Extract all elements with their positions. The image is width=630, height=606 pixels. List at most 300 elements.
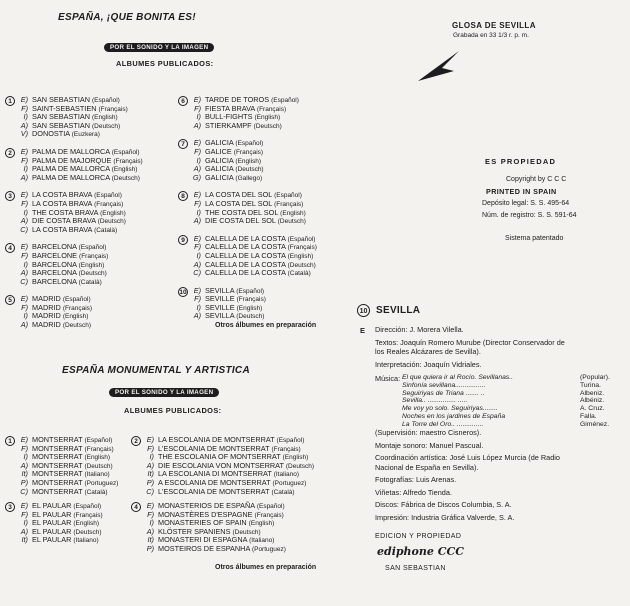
language-code: F)	[21, 198, 28, 208]
musica-row	[402, 397, 630, 405]
musica-author: Turina.	[580, 381, 601, 389]
album-name: L'ESCOLANIA DE MONTSERRAT	[158, 443, 272, 453]
musica-title: Me voy yo solo. Seguiriyas........	[402, 405, 498, 413]
album-name: THE ESCOLANIA OF MONTSERRAT	[158, 452, 283, 462]
otros-albumes-note: Otros álbumes en preparación	[215, 322, 317, 329]
album-name: SAN SEBASTIAN	[32, 95, 93, 104]
language-name: (Español)	[235, 140, 264, 148]
musica-title: Sinfonía sevillana................	[402, 381, 486, 389]
language-name: (Deutsch)	[277, 218, 306, 226]
musica-title: Seguiriyas de Triana ....... ..	[402, 389, 485, 397]
musica-author: Falla.	[580, 412, 597, 420]
language-code: E)	[146, 501, 154, 510]
album-line	[190, 217, 306, 226]
language-code: E)	[20, 435, 28, 444]
musica-author: A. Cruz.	[580, 405, 605, 413]
language-code: E)	[20, 146, 28, 156]
language-code: F)	[194, 242, 201, 252]
album-name: MONASTÈRES D'ESPAGNE	[158, 509, 255, 519]
language-name: (Español)	[236, 287, 265, 295]
copyright-line: Copyright by C C C	[506, 176, 567, 183]
language-name: (Deutsch)	[232, 528, 261, 536]
album-name: GALICIA	[205, 138, 236, 148]
language-code: E)	[146, 435, 154, 444]
language-code: F)	[194, 146, 201, 156]
musica-row	[402, 405, 630, 413]
language-code: F)	[21, 509, 28, 519]
album-group	[178, 287, 317, 321]
album-name: THE COSTA DEL SOL	[205, 207, 281, 217]
album-lines	[17, 295, 92, 329]
album-lines	[190, 139, 264, 182]
album-number-badge: 8	[178, 191, 188, 201]
credit-impresion: Impresión: Industria Gráfica Valverde, S. A.	[375, 512, 515, 522]
language-name: (Español)	[73, 503, 102, 510]
album-lines	[17, 96, 128, 139]
language-code: E)	[20, 190, 28, 200]
recording-speed: Grabada en 33 1/3 r. p. m.	[453, 32, 529, 39]
language-name: (Portuguez)	[272, 479, 307, 487]
language-name: (Français)	[254, 511, 284, 519]
language-name: (English)	[111, 166, 138, 174]
es-propiedad-title: ES PROPIEDAD	[485, 157, 557, 166]
language-code: I)	[196, 112, 201, 122]
language-name: (Català)	[84, 488, 108, 496]
language-name: (Français)	[271, 445, 301, 453]
album-name: MONASTERIOS DE ESPAÑA	[158, 501, 257, 510]
language-code: F)	[194, 294, 201, 304]
album-line	[17, 488, 118, 497]
language-name: (Deutsch)	[92, 122, 121, 130]
album-number-badge: 9	[178, 235, 188, 245]
albumes-publicados-heading: ALBUMES PUBLICADOS:	[116, 59, 214, 68]
album-group-montserrat	[5, 436, 118, 496]
album-name: DONOSTIA	[32, 129, 72, 139]
album-lines	[17, 148, 143, 182]
album-name: CALELLA DE LA COSTA	[205, 268, 288, 278]
musica-author: (Popular).	[580, 374, 610, 381]
language-code: P)	[146, 477, 154, 487]
language-name: (Français)	[84, 445, 114, 453]
deposito-legal: Depósito legal: S. S. 495-64	[482, 200, 570, 207]
credit-coordinacion-line2: Nacional de España en Sevilla).	[375, 462, 479, 472]
album-number-badge: 10	[179, 288, 187, 296]
language-code: A)	[20, 268, 28, 278]
language-code: A)	[193, 216, 201, 226]
album-name: SEVILLA	[205, 285, 237, 295]
album-name: GALICIA	[205, 155, 236, 165]
album-name: STIERKAMPF	[205, 120, 254, 130]
album-name: PALMA DE MAJORQUE	[32, 155, 114, 165]
language-code: F)	[147, 509, 154, 519]
language-name: (Italiano)	[84, 471, 110, 479]
language-code: C)	[193, 268, 201, 278]
album-name: SAN SEBASTIAN	[32, 112, 93, 122]
language-name: (Deutsch)	[111, 174, 140, 182]
album-line	[17, 278, 108, 287]
language-name: (Español)	[274, 192, 302, 200]
language-name: (Español)	[78, 244, 107, 252]
musica-row	[402, 374, 630, 382]
album-number-badge: 2	[131, 436, 141, 446]
album-name: MONTSERRAT	[32, 443, 85, 453]
album-group	[5, 243, 143, 286]
musica-row	[402, 413, 630, 421]
language-name: (Français)	[256, 105, 287, 113]
album-name: EL PAULAR	[32, 526, 74, 536]
album-name: BARCELONA	[32, 242, 79, 252]
language-code: A)	[193, 164, 201, 174]
album-lines	[17, 191, 126, 234]
album-name: EL PAULAR	[32, 535, 74, 545]
album-group	[5, 502, 103, 545]
credit-interpretacion: Interpretación: Joaquín Vidriales.	[375, 359, 482, 369]
album-group	[131, 436, 314, 496]
album-name: BULL-FIGHTS	[205, 112, 255, 122]
language-name: (Italiano)	[73, 537, 99, 545]
album-title-sevilla: SEVILLA	[376, 305, 421, 316]
album-group	[178, 235, 317, 278]
album-name: SEVILLA	[205, 311, 237, 321]
language-name: (Portuguez)	[84, 479, 119, 487]
language-code: C)	[20, 486, 28, 496]
language-code: F)	[21, 250, 28, 260]
language-name: (Italiano)	[249, 537, 275, 545]
credits-block	[375, 325, 595, 369]
album-group-monasterios	[131, 502, 286, 554]
album-name: TARDE DE TOROS	[205, 95, 272, 104]
musica-list	[402, 374, 630, 429]
language-code: I)	[23, 311, 28, 321]
musica-title: El que quiera ir al Rocío. Sevillanas..	[402, 374, 514, 381]
language-name: (English)	[235, 157, 262, 165]
language-code: E)	[193, 233, 201, 243]
language-name: (Español)	[276, 437, 305, 444]
ediphone-logo: ediphone CCC	[377, 545, 464, 558]
album-name: BARCELONE	[32, 250, 80, 260]
album-group	[178, 191, 317, 225]
album-name: MONTSERRAT	[32, 486, 85, 496]
language-code: I)	[23, 207, 28, 217]
language-name: (Français)	[79, 252, 109, 260]
musica-author: Giménez.	[580, 420, 610, 428]
credit-supervision: (Supervisión: maestro Cisneros).	[375, 428, 482, 437]
language-name: (English)	[248, 520, 275, 528]
album-name: MONTSERRAT	[32, 460, 85, 470]
album-name: PALMA DE MALLORCA	[32, 172, 112, 182]
album-group	[178, 139, 317, 182]
credit-fotografias: Fotografías: Luis Arenas.	[375, 475, 457, 484]
album-name: LA ESCOLANIA DE MONTSERRAT	[158, 435, 277, 444]
album-name: EL PAULAR	[32, 501, 74, 510]
language-name: (English)	[100, 209, 126, 217]
credit-vinetas: Viñetas: Alfredo Tienda.	[375, 487, 452, 497]
language-code: It)	[21, 469, 28, 479]
album-name: MADRID	[32, 302, 63, 312]
album-line	[143, 545, 286, 554]
album-name: CALELLA DE LA COSTA	[205, 233, 288, 243]
album-name: MONASTERI DI ESPAGNA	[158, 535, 250, 545]
album-name: DIE COSTA BRAVA	[32, 216, 98, 226]
album-line	[17, 536, 103, 545]
musica-row	[402, 382, 630, 390]
album-group	[5, 148, 143, 182]
language-code: A)	[20, 172, 28, 182]
language-code: E)	[20, 501, 28, 510]
language-name: (Català)	[271, 488, 295, 496]
language-code: E)	[20, 95, 28, 104]
language-name: (Gallego)	[235, 174, 263, 182]
language-name: (English)	[254, 114, 281, 122]
credit-textos-line2: los Reales Alcázares de Sevilla).	[375, 347, 481, 356]
publisher-city: SAN SEBASTIAN	[385, 565, 446, 572]
language-name: (Français)	[113, 157, 143, 165]
language-code: E)	[193, 95, 201, 104]
album-list-left	[5, 96, 143, 339]
language-name: (Français)	[233, 148, 264, 156]
language-code: F)	[21, 302, 28, 312]
otros-albumes-note-2: Otros álbumes en preparación	[215, 564, 317, 571]
album-name: EL PAULAR	[32, 518, 74, 528]
language-code: P)	[20, 477, 28, 487]
album-name: BARCELONA	[32, 259, 79, 269]
language-code: A)	[193, 311, 201, 321]
musica-title: Sevilla.. ............... .....	[402, 397, 468, 405]
language-code: I)	[149, 452, 154, 462]
language-name: (Català)	[94, 226, 118, 234]
language-code: A)	[20, 526, 28, 536]
album-name: MONTSERRAT	[32, 435, 85, 444]
language-code: I)	[196, 207, 201, 217]
album-name: SEVILLE	[205, 294, 237, 304]
album-number-badge: 10	[357, 304, 370, 317]
language-code: It)	[147, 535, 154, 545]
album-name: LA ESCOLANIA DI MONTSERRAT	[158, 469, 274, 479]
album-group	[178, 96, 317, 130]
credit-direccion: Dirección: J. Morera Vilella.	[375, 325, 464, 334]
album-group	[5, 436, 118, 496]
album-name: LA COSTA BRAVA	[32, 190, 95, 200]
language-code: F)	[194, 198, 201, 208]
series-title-espana-bonita: ESPAÑA, ¡QUE BONITA ES!	[58, 12, 196, 23]
language-code: A)	[193, 259, 201, 269]
album-name: BARCELONA	[32, 268, 79, 278]
album-name: MONASTERIES OF SPAIN	[158, 518, 249, 528]
language-name: (English)	[78, 261, 105, 269]
sistema-patentado: Sistema patentado	[505, 235, 564, 242]
album-name: MONTSERRAT	[32, 477, 85, 487]
album-name: LA COSTA DEL SOL	[205, 198, 275, 208]
language-name: (English)	[84, 454, 111, 462]
album-name: MONTSERRAT	[32, 469, 85, 479]
language-name: (Deutsch)	[253, 122, 282, 130]
language-code: F)	[21, 155, 28, 165]
language-code: It)	[147, 469, 154, 479]
album-line	[190, 269, 317, 278]
album-line	[17, 226, 126, 235]
series2-tagline-pill: POR EL SONIDO Y LA IMAGEN	[109, 388, 219, 397]
album-lines	[17, 502, 103, 545]
credits-block-2	[375, 428, 597, 522]
language-name: (Deutsch)	[73, 528, 102, 536]
album-name: CALELLA DE LA COSTA	[205, 250, 288, 260]
printed-in-spain: PRINTED IN SPAIN	[486, 187, 557, 196]
language-code: A)	[20, 120, 28, 130]
album-number-badge: 6	[178, 96, 188, 106]
language-code: I)	[196, 250, 201, 260]
language-name: (Italiano)	[273, 471, 299, 479]
language-name: (English)	[280, 209, 306, 217]
musica-title: Noches en los jardines de España	[402, 412, 506, 420]
language-code: E)	[193, 285, 201, 295]
album-lines	[143, 436, 314, 496]
language-code: V)	[20, 129, 28, 139]
album-lines	[143, 502, 286, 554]
album-group-escolania	[131, 436, 314, 496]
album-name: MOSTEIROS DE ESPANHA	[158, 543, 252, 553]
language-code: I)	[23, 112, 28, 122]
language-name: (Deutsch)	[285, 462, 315, 470]
credit-montaje: Montaje sonoro: Manuel Pascual.	[375, 440, 484, 450]
album-lines	[190, 191, 306, 225]
album-number-badge: 7	[178, 139, 188, 149]
album-number-badge: 3	[5, 191, 15, 201]
language-name: (Deutsch)	[235, 166, 264, 174]
album-name: THE COSTA BRAVA	[32, 207, 101, 217]
language-name: (Català)	[78, 278, 102, 286]
album-name: GALICIA	[205, 172, 236, 182]
language-name: (English)	[282, 454, 309, 462]
language-name: (Portuguez)	[251, 545, 286, 553]
album-name: LA COSTA BRAVA	[32, 224, 95, 234]
language-code: A)	[20, 216, 28, 226]
album-number-badge: 1	[5, 436, 15, 446]
album-name: CALELLA DE LA COSTA	[205, 259, 288, 269]
album-number-badge: 5	[5, 295, 15, 305]
credit-discos: Discos: Fábrica de Discos Columbia, S. A.	[375, 500, 512, 509]
language-name: (Deutsch)	[287, 261, 316, 269]
language-name: (Español)	[92, 97, 120, 104]
album-name: BARCELONA	[32, 276, 79, 286]
album-line	[190, 122, 299, 131]
album-lines	[17, 243, 108, 286]
album-lines	[190, 96, 299, 130]
language-name: (Deutsch)	[62, 322, 91, 330]
language-name: (English)	[287, 252, 314, 260]
album-name: GALICIA	[205, 164, 236, 174]
album-name: SAN SEBASTIAN	[32, 120, 93, 130]
language-name: (Español)	[111, 148, 140, 156]
album-number-badge: 1	[5, 96, 15, 106]
language-name: (Español)	[271, 97, 299, 104]
language-name: (Français)	[94, 200, 124, 208]
album-name: SAINT-SEBASTIEN	[32, 103, 99, 113]
album-name: PALMA DE MALLORCA	[32, 164, 112, 174]
album-name: MADRID	[32, 311, 63, 321]
series-tagline-pill: POR EL SONIDO Y LA IMAGEN	[104, 43, 214, 52]
album-name: A ESCOLANIA DE MONTSERRAT	[158, 477, 273, 487]
musica-author: Albeniz.	[580, 389, 605, 397]
album-number-badge: 2	[5, 148, 15, 158]
language-code: It)	[21, 535, 28, 545]
musica-label: Música:	[375, 374, 401, 383]
numero-registro: Núm. de registro: S. S. 591-64	[482, 212, 577, 219]
language-name: (Français)	[274, 200, 304, 208]
album-name: MONTSERRAT	[32, 452, 85, 462]
album-name: EL PAULAR	[32, 509, 74, 519]
language-code: I)	[23, 518, 28, 528]
album-name: L'ESCOLANIA DE MONTSERRAT	[158, 486, 272, 496]
album-list-right	[178, 96, 317, 330]
language-name: (Français)	[98, 105, 128, 113]
language-name: (Español)	[94, 192, 122, 200]
language-name: (Deutsch)	[84, 462, 113, 470]
language-code: C)	[20, 276, 28, 286]
language-name: (Deutsch)	[236, 313, 265, 321]
language-code: C)	[146, 486, 154, 496]
language-code: I)	[23, 452, 28, 462]
musica-author: Albéniz.	[580, 397, 605, 405]
album-group-el-paular	[5, 502, 103, 545]
language-code: G)	[192, 172, 201, 182]
series-title-monumental: ESPAÑA MONUMENTAL Y ARTISTICA	[62, 365, 250, 376]
language-code: A)	[20, 460, 28, 470]
album-name: GALICE	[205, 146, 234, 156]
album-lines	[17, 436, 118, 496]
album-line	[17, 321, 92, 330]
language-code: A)	[193, 120, 201, 130]
album-name: PALMA DE MALLORCA	[32, 146, 112, 156]
album-name: MADRID	[32, 294, 63, 304]
album-number-badge: 4	[131, 502, 141, 512]
language-code: P)	[146, 543, 154, 553]
language-code: F)	[21, 443, 28, 453]
language-name: (Español)	[84, 437, 113, 444]
language-code: C)	[20, 224, 28, 234]
album-lines	[190, 287, 266, 321]
album-name: LA COSTA DEL SOL	[205, 190, 275, 200]
album-line	[190, 312, 266, 321]
album-line	[17, 174, 143, 183]
language-code: I)	[196, 155, 201, 165]
language-name: (Català)	[287, 270, 311, 278]
album-name: FIESTA BRAVA	[205, 103, 257, 113]
language-name: (English)	[236, 304, 263, 312]
album-number-badge: 4	[5, 243, 15, 253]
language-code: F)	[21, 103, 28, 113]
language-name: (Español)	[256, 503, 285, 510]
language-name: (English)	[92, 114, 118, 122]
language-name: (Español)	[62, 296, 91, 304]
album-group	[5, 191, 143, 234]
language-code: F)	[147, 443, 154, 453]
albumes-publicados-heading-2: ALBUMES PUBLICADOS:	[124, 406, 222, 415]
edicion-propiedad: EDICION Y PROPIEDAD	[375, 533, 462, 540]
language-code: I)	[23, 164, 28, 174]
album-line	[190, 174, 264, 183]
album-group	[5, 295, 143, 329]
album-group	[131, 502, 286, 554]
language-code: A)	[146, 526, 154, 536]
language-name: (English)	[73, 520, 100, 528]
language-name: (Deutsch)	[97, 218, 126, 226]
language-name: (Français)	[287, 244, 317, 252]
album-group	[5, 96, 143, 139]
album-number-badge: 3	[5, 502, 15, 512]
glosa-title: GLOSA DE SEVILLA	[452, 21, 536, 30]
credit-coordinacion-line1: Coordinación artística: José Luis López Murcia (de Radio	[375, 453, 560, 462]
language-name: (Français)	[62, 304, 93, 312]
